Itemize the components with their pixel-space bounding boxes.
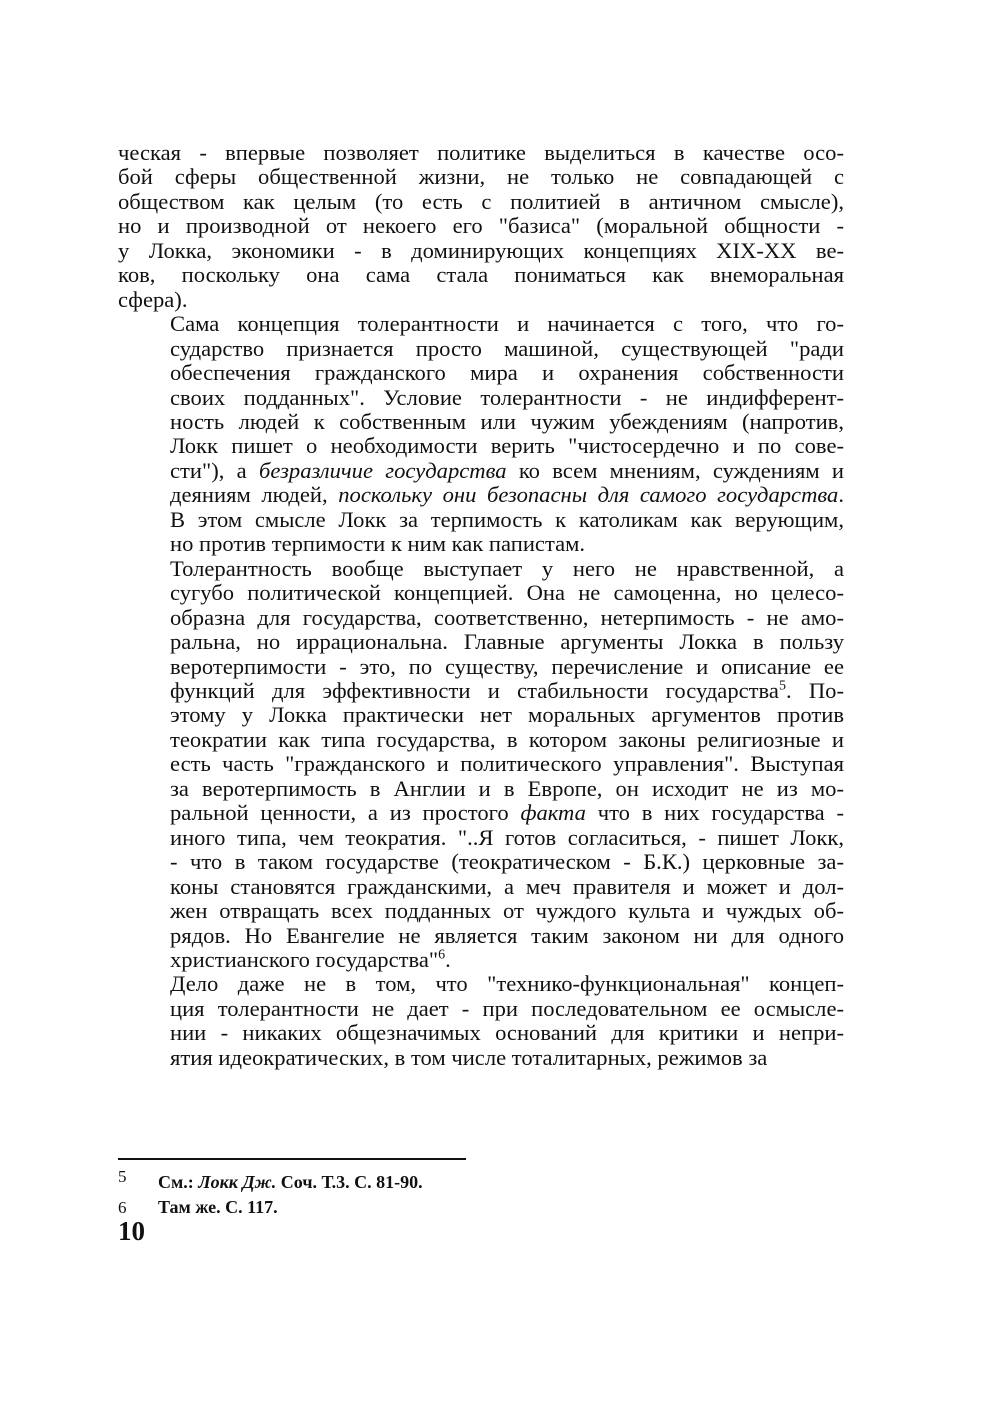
text-line: Дело даже не в том, что "технико-функциональная" концеп- [170, 972, 844, 997]
emphasis: поскольку они безопасны для самого государства [338, 483, 839, 508]
emphasis: факта [520, 801, 586, 826]
footnote-5 [118, 1167, 618, 1195]
text-line: но и производной от некоего его "базиса" (моральной общности - [118, 214, 844, 239]
text-line: ятия идеократических, в том числе тоталитарных, режимов за [170, 1045, 768, 1070]
text-line: ральной ценности, а из простого факта что в них государства - [170, 801, 844, 826]
text-line: иного типа, чем теократия. "..Я готов согласиться, - пишет Локк, [170, 825, 844, 850]
body-text [118, 141, 844, 1070]
footnote-ref: 5 [778, 678, 786, 694]
footnote-number: 5 [118, 1167, 127, 1186]
text-line: ция толерантности не дает - при последовательном ее осмысле- [170, 996, 844, 1021]
text-line: ность людей к собственным или чужим убеждениям (напротив, [170, 409, 844, 434]
paragraph [118, 141, 844, 312]
text-line: сфера). [118, 287, 188, 312]
text-line: функций для эффективности и стабильности государства$^5$. По- [170, 678, 844, 703]
text-line: Сама концепция толерантности и начинается с того, что го- [170, 312, 844, 337]
text-line: В этом смысле Локк за терпимость к католикам как верующим, [170, 507, 844, 532]
paragraph [118, 557, 844, 973]
footnote-ref: 6 [438, 947, 446, 963]
text-line: своих подданных". Условие толерантности - не индифферент- [170, 385, 844, 410]
text-line: ков, поскольку она сама стала пониматься как внеморальная [118, 263, 844, 288]
text-line: жен отвращать всех подданных от чуждого культа и чуждых об- [170, 899, 844, 924]
text-line: - что в таком государстве (теократическом - Б.К.) церковные за- [170, 850, 844, 875]
page-number: 10 [118, 1216, 145, 1246]
text-line: нии - никаких общезначимых оснований для критики и непри- [170, 1021, 844, 1046]
text-line: за веротерпимость в Англии и в Европе, он исходит не из мо- [170, 776, 844, 801]
footnotes [118, 1167, 618, 1220]
footnote-6 [118, 1195, 618, 1220]
paragraph [118, 972, 844, 1070]
footnote-text: Там же. С. 117. [158, 1197, 278, 1217]
text-line: ческая - впервые позволяет политике выделиться в качестве осо- [118, 141, 844, 165]
emphasis: безразличие государства [258, 458, 507, 483]
text-line: этому у Локка практически нет моральных аргументов против [170, 703, 844, 728]
text-line: обеспечения гражданского мира и охранения собственности [170, 361, 844, 386]
footnote-divider [118, 1158, 466, 1160]
text-line: христианского государства"$^6$. [170, 947, 451, 972]
text-line: сугубо политической концепцией. Она не самоценна, но целесо- [170, 581, 844, 606]
text-line: сударство признается просто машиной, существующей "ради [170, 336, 844, 361]
footnote-number: 6 [118, 1198, 127, 1217]
text-line: сти"), а безразличие государства ко всем мнениям, суждениям и [170, 458, 844, 483]
footnote-text: См.: Локк Дж. Соч. Т.3. С. 81-90. [158, 1172, 423, 1192]
text-line: бой сферы общественной жизни, не только не совпадающей с [118, 165, 844, 190]
text-line: есть часть "гражданского и политического управления". Выступая [170, 752, 844, 777]
text-line: но против терпимости к ним как папистам. [170, 532, 586, 557]
footnote-author: Локк Дж. [198, 1172, 277, 1192]
text-line: теократии как типа государства, в котором законы религиозные и [170, 727, 844, 752]
text-line: образна для государства, соответственно, нетерпимость - не амо- [170, 605, 844, 630]
text-line: ральна, но иррациональна. Главные аргументы Локка в пользу [170, 630, 844, 655]
text-line: коны становятся гражданскими, а меч правителя и может и дол- [170, 874, 844, 899]
text-line: веротерпимости - это, по существу, перечисление и описание ее [170, 654, 844, 679]
text-line: Локк пишет о необходимости верить "чистосердечно и по сове- [170, 434, 844, 459]
text-line: обществом как целым (то есть с политией в античном смысле), [118, 189, 844, 214]
text-line: Толерантность вообще выступает у него не нравственной, а [170, 556, 844, 581]
text-line: рядов. Но Евангелие не является таким законом ни для одного [170, 923, 844, 948]
text-line: деяниям людей, поскольку они безопасны для самого государства. [170, 483, 844, 508]
paragraph [118, 312, 844, 557]
text-line: у Локка, экономики - в доминирующих концепциях XIX-XX ве- [118, 238, 844, 263]
